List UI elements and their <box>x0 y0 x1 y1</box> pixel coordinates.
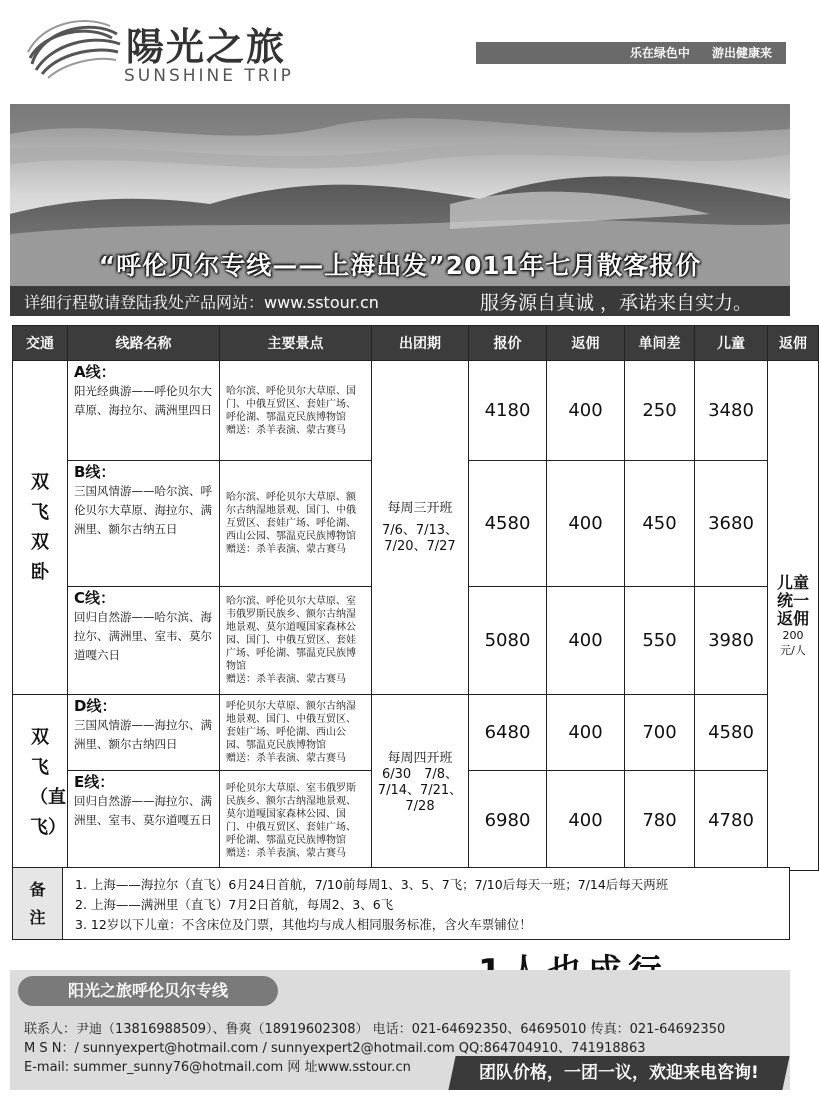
transport-train-flight <box>13 361 68 695</box>
col-header-route: 线路名称 <box>68 326 220 361</box>
rebate-value: 400 <box>547 361 625 461</box>
contact-phone-line: 联系人：尹迪（13816988509）、鲁爽（18919602308） 电话：021-64692350、64695010 传真：021-64692350 <box>24 1022 726 1037</box>
gift-note: 赠送：杀羊表演、蒙古赛马 <box>226 544 346 555</box>
child-rebate-amount: 200 <box>782 628 804 642</box>
note-item: 1. 上海——海拉尔（直飞）6月24日首航，7/10前每周1、3、5、7飞；7/10后每天一班；7/14后每天两班 <box>75 877 669 892</box>
footer-consult-text: 团队价格，一团一议，欢迎来电咨询! <box>479 1063 759 1083</box>
sights-list: 哈尔滨、呼伦贝尔大草原、国门、中俄互贸区、套娃广场、呼伦湖、鄂温克民族博物馆 <box>226 385 356 423</box>
table-row <box>13 695 819 771</box>
table-row <box>13 361 819 461</box>
sights-cell <box>220 587 372 695</box>
sights-cell <box>220 461 372 587</box>
departure-schedule: 每周三开班 <box>387 500 453 516</box>
child-price-value: 3480 <box>695 361 768 461</box>
departure-date: 7/14、7/21、 <box>377 782 463 798</box>
header-slogan: 乐在绿色中 游出健康来 <box>476 42 786 64</box>
child-price-value: 4580 <box>695 695 768 771</box>
route-code: E线： <box>74 773 115 791</box>
gift-note: 赠送：杀羊表演、蒙古赛马 <box>226 674 346 685</box>
notes-list <box>75 875 668 935</box>
gift-note: 赠送：杀羊表演、蒙古赛马 <box>226 753 346 764</box>
child-rebate-cell <box>768 361 819 871</box>
price-value: 4180 <box>469 361 547 461</box>
route-name: 三国风情游——哈尔滨、呼伦贝尔大草原、海拉尔、满洲里、额尔古纳五日 <box>74 484 212 536</box>
child-price-value: 3980 <box>695 587 768 695</box>
sights-cell <box>220 361 372 461</box>
notes-label <box>13 868 63 939</box>
gift-note: 赠送：杀羊表演、蒙古赛马 <box>226 847 346 859</box>
price-table <box>12 325 809 867</box>
website-notice: 详细行程敬请登陆我处产品网站：www.sstour.cn <box>24 293 379 312</box>
footer-consult-tag <box>448 1056 789 1090</box>
child-rebate-line: 儿童 <box>776 572 809 592</box>
transport-label-b: 双飞（直飞） <box>30 726 66 838</box>
route-cell <box>68 361 220 461</box>
single-supplement-value: 700 <box>625 695 695 771</box>
contact-msn-line: M S N：/ sunnyexpert@hotmail.com / sunnyexpert2@hotmail.com QQ:864704910、741918863 <box>24 1041 646 1056</box>
route-code: A线： <box>74 363 116 381</box>
departure-cell-b <box>372 695 469 871</box>
sights-cell <box>220 771 372 871</box>
transport-direct-flight <box>13 695 68 871</box>
child-rebate-line: 统一 <box>776 590 809 610</box>
single-supplement-value: 550 <box>625 587 695 695</box>
departure-schedule: 每周四开班 <box>387 750 453 766</box>
route-code: B线： <box>74 463 116 481</box>
col-header-transport: 交通 <box>13 326 68 361</box>
col-header-price: 报价 <box>469 326 547 361</box>
table-header-row <box>13 326 819 361</box>
sights-list: 哈尔滨、呼伦贝尔大草原、室韦俄罗斯民族乡、额尔古纳湿地景观、莫尔道嘎国家森林公园、国门、中俄互贸区、套娃广场、呼伦湖、鄂温克民族博物馆 <box>226 596 356 672</box>
departure-cell-a <box>372 361 469 695</box>
route-cell <box>68 461 220 587</box>
rebate-value: 400 <box>547 695 625 771</box>
rebate-value: 400 <box>547 587 625 695</box>
departure-date: 7/20、7/27 <box>384 538 456 554</box>
notes-label-char: 备 <box>29 880 46 899</box>
sights-list: 哈尔滨、呼伦贝尔大草原、额尔古纳湿地景观、国门、中俄互贸区、套娃广场、呼伦湖、西山公园、鄂温克民族博物馆 <box>226 492 356 542</box>
route-code: D线： <box>74 697 117 715</box>
rebate-value: 400 <box>547 771 625 871</box>
child-price-value: 3680 <box>695 461 768 587</box>
departure-date: 7/28 <box>405 798 435 814</box>
banner-title: “呼伦贝尔专线——上海出发”2011年七月散客报价 <box>98 251 702 280</box>
col-header-child-rebate: 返佣 <box>768 326 819 361</box>
route-name: 阳光经典游——呼伦贝尔大草原、海拉尔、满洲里四日 <box>74 384 212 417</box>
route-cell <box>68 587 220 695</box>
route-name: 回归自然游——海拉尔、满洲里、室韦、莫尔道嘎五日 <box>74 794 212 827</box>
col-header-rebate: 返佣 <box>547 326 625 361</box>
sights-list: 呼伦贝尔大草原、室韦俄罗斯民族乡、额尔古纳湿地景观、莫尔道嘎国家森林公园、国门、中俄互贸区、套娃广场、呼伦湖、鄂温克民族博物馆 <box>226 782 356 846</box>
departure-date: 7/6、7/13、 <box>381 522 459 538</box>
route-cell <box>68 695 220 771</box>
note-item: 3. 12岁以下儿童：不含床位及门票，其他均与成人相同服务标准，含火车票铺位！ <box>75 917 532 932</box>
brand-name-cn: 陽光之旅 <box>126 24 287 69</box>
route-name: 回归自然游——哈尔滨、海拉尔、满洲里、室韦、莫尔道嘎六日 <box>74 610 212 662</box>
sights-list: 呼伦贝尔大草原、额尔古纳湿地景观、国门、中俄互贸区、套娃广场、呼伦湖、西山公园、鄂温克民族博物馆 <box>226 701 356 751</box>
col-header-departure: 出团期 <box>372 326 469 361</box>
website-bar <box>10 286 790 316</box>
child-price-value: 4780 <box>695 771 768 871</box>
price-value: 6980 <box>469 771 547 871</box>
single-supplement-value: 450 <box>625 461 695 587</box>
notes-label-char: 注 <box>29 908 46 927</box>
price-value: 5080 <box>469 587 547 695</box>
single-supplement-value: 780 <box>625 771 695 871</box>
col-header-child: 儿童 <box>695 326 768 361</box>
sunshine-logo-swirl <box>22 14 122 84</box>
sights-cell <box>220 695 372 771</box>
contact-email-line: E-mail: summer_sunny76@hotmail.com 网 址www.sstour.cn <box>24 1060 411 1075</box>
route-name: 三国风情游——海拉尔、满洲里、额尔古纳四日 <box>74 718 212 751</box>
single-supplement-value: 250 <box>625 361 695 461</box>
col-header-single-supplement: 单间差 <box>625 326 695 361</box>
child-rebate-unit: 元/人 <box>780 643 806 657</box>
gift-note: 赠送：杀羊表演、蒙古赛马 <box>226 424 346 436</box>
price-value: 6480 <box>469 695 547 771</box>
transport-label-a: 双飞双卧 <box>31 471 49 583</box>
departure-date: 6/30 7/8、 <box>381 766 459 782</box>
child-rebate-line: 返佣 <box>776 608 809 628</box>
brand-name-en: SUNSHINE TRIP <box>124 66 294 86</box>
route-cell <box>68 771 220 871</box>
footer-line-name: 阳光之旅呼伦贝尔专线 <box>18 976 278 1006</box>
rebate-value: 400 <box>547 461 625 587</box>
notes-box <box>12 867 790 940</box>
col-header-sights: 主要景点 <box>220 326 372 361</box>
note-item: 2. 上海——满洲里（直飞）7月2日首航，每周2、3、6飞 <box>75 897 394 912</box>
service-motto: 服务源自真诚 ，承诺来自实力。 <box>480 292 753 314</box>
route-code: C线： <box>74 589 116 607</box>
price-value: 4580 <box>469 461 547 587</box>
